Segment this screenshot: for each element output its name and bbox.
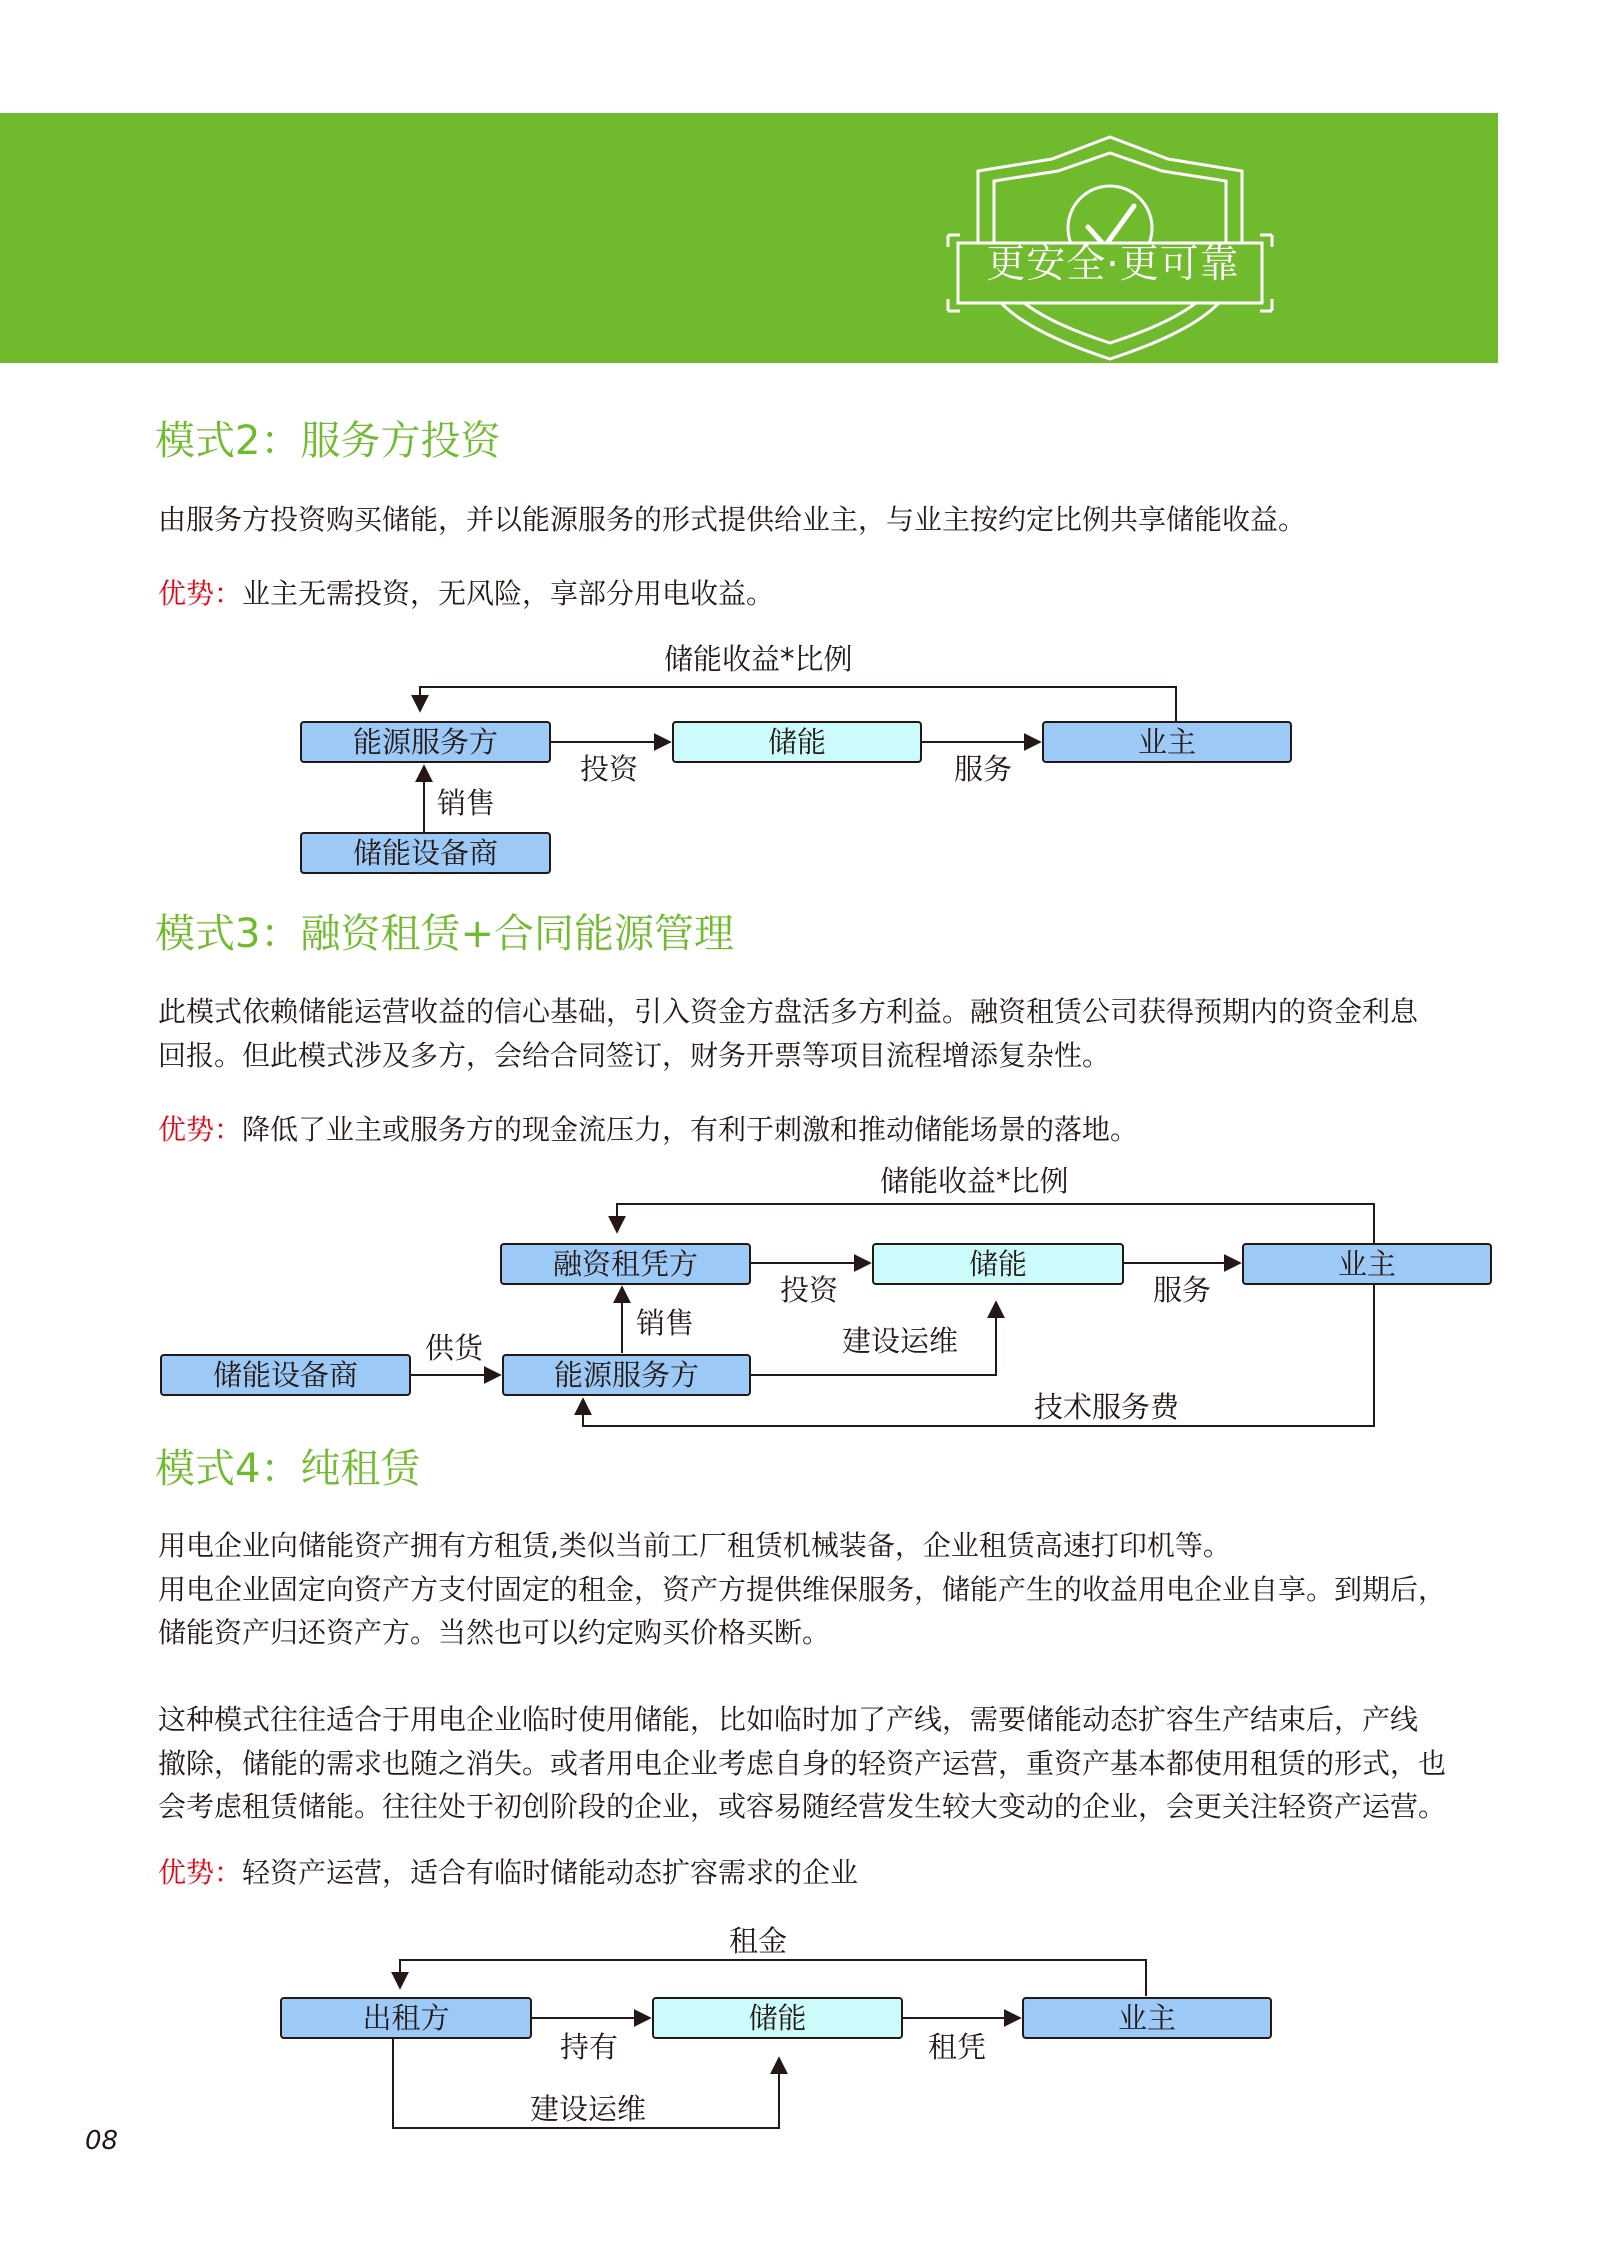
sale-label: 销售 — [636, 1306, 695, 1340]
mode3-description-line: 回报。但此模式涉及多方，会给合同签订，财务开票等项目流程增添复杂性。 — [158, 1039, 1111, 1072]
advantage-label: 优势： — [158, 1856, 243, 1889]
storage-box: 储能 — [652, 1997, 903, 2039]
advantage-text: 降低了业主或服务方的现金流压力，有利于刺激和推动储能场景的落地。 — [242, 1113, 1139, 1146]
mode2-title: 模式2：服务方投资 — [155, 418, 501, 464]
mode2-description: 由服务方投资购买储能，并以能源服务的形式提供给业主，与业主按约定比例共享储能收益。 — [158, 503, 1307, 536]
mode3-description-line: 此模式依赖储能运营收益的信心基础，引入资金方盘活多方利益。融资租赁公司获得预期内的资金利息 — [158, 995, 1419, 1028]
owner-box: 业主 — [1042, 721, 1292, 763]
supplier-box: 储能设备商 — [160, 1354, 411, 1396]
advantage-text: 轻资产运营，适合有临时储能动态扩容需求的企业 — [242, 1856, 859, 1889]
service-label: 服务 — [1153, 1273, 1212, 1307]
owner-box: 业主 — [1022, 1997, 1272, 2039]
mode4-description-line: 撤除，储能的需求也随之消失。或者用电企业考虑自身的轻资产运营，重资产基本都使用租赁的形式，也 — [158, 1747, 1447, 1780]
tech-fee-label: 技术服务费 — [1034, 1390, 1180, 1424]
invest-label: 投资 — [780, 1273, 839, 1307]
revenue-share-label: 储能收益*比例 — [664, 642, 853, 676]
mode3-title: 模式3：融资租赁+合同能源管理 — [155, 911, 734, 957]
energy-service-box: 能源服务方 — [502, 1354, 751, 1396]
mode4-description-line: 这种模式往往适合于用电企业临时使用储能，比如临时加了产线，需要储能动态扩容生产结束后，产线 — [158, 1703, 1419, 1736]
supplier-box: 储能设备商 — [300, 832, 551, 874]
build-ops-label: 建设运维 — [842, 1324, 959, 1358]
advantage-label: 优势： — [158, 1113, 243, 1146]
advantage-text: 业主无需投资，无风险，享部分用电收益。 — [242, 577, 775, 610]
mode4-title: 模式4：纯租赁 — [155, 1446, 421, 1492]
hold-label: 持有 — [560, 2030, 619, 2064]
lease-label: 租凭 — [928, 2030, 987, 2064]
advantage-label: 优势： — [158, 577, 243, 610]
mode4-description-line: 储能资产归还资产方。当然也可以约定购买价格买断。 — [158, 1616, 831, 1649]
storage-box: 储能 — [872, 1243, 1124, 1285]
page-number: 08 — [85, 2126, 119, 2156]
mode4-description-line: 用电企业固定向资产方支付固定的租金，资产方提供维保服务，储能产生的收益用电企业自享。到期后， — [158, 1573, 1447, 1606]
mode4-advantage — [158, 1851, 858, 1895]
mode4-description-line: 用电企业向储能资产拥有方租赁,类似当前工厂租赁机械装备，企业租赁高速打印机等。 — [158, 1529, 1231, 1562]
service-label: 服务 — [954, 752, 1013, 786]
sale-label: 销售 — [437, 786, 496, 820]
revenue-share-label: 储能收益*比例 — [880, 1164, 1069, 1198]
energy-service-box: 能源服务方 — [300, 721, 551, 763]
rent-label: 租金 — [729, 1924, 788, 1958]
lessor-box: 出租方 — [280, 1997, 532, 2039]
mode3-advantage — [158, 1108, 1138, 1152]
mode4-description-line: 会考虑租赁储能。往往处于初创阶段的企业，或容易随经营发生较大变动的企业，会更关注轻资产运营。 — [158, 1790, 1447, 1823]
storage-box: 储能 — [672, 721, 922, 763]
badge-text: 更安全·更可靠 — [986, 242, 1240, 287]
owner-box: 业主 — [1242, 1243, 1492, 1285]
leasing-box: 融资租凭方 — [500, 1243, 751, 1285]
invest-label: 投资 — [580, 752, 639, 786]
supply-label: 供货 — [425, 1331, 484, 1365]
build-ops-label: 建设运维 — [530, 2092, 647, 2126]
